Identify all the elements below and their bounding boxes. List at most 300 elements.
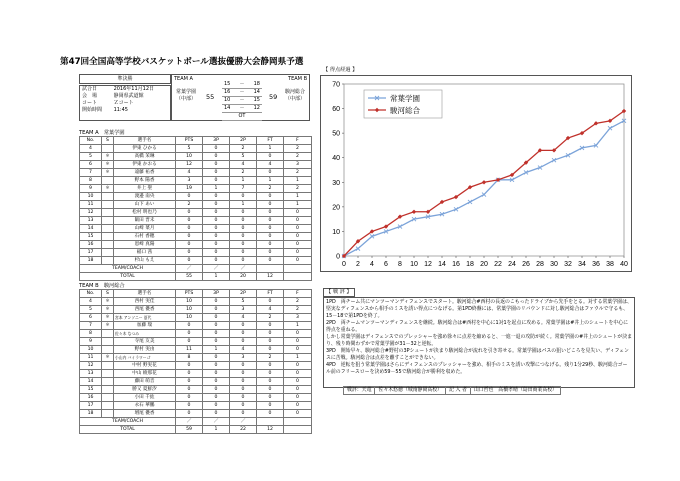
player-row <box>80 370 312 378</box>
fouls: 0 <box>284 330 312 338</box>
player-row <box>80 145 312 153</box>
two-pt: 0 <box>230 249 257 257</box>
starter-mark: ＊ <box>102 161 114 169</box>
two-pt: 7 <box>230 185 257 193</box>
free-throw: 1 <box>257 145 284 153</box>
two-pt: 4 <box>230 346 257 354</box>
y-tick-label: 40 <box>332 155 340 163</box>
player-number: 10 <box>80 193 102 201</box>
player-number: 9 <box>80 185 102 193</box>
starter-mark <box>102 209 114 217</box>
player-number: 17 <box>80 402 102 410</box>
free-throw: 0 <box>257 330 284 338</box>
player-number: 8 <box>80 177 102 185</box>
quarter-row <box>222 105 262 113</box>
player-row <box>80 306 312 314</box>
player-name: 松村 明也乃 <box>114 209 176 217</box>
score-progress-chart-box <box>320 75 632 272</box>
player-row <box>80 346 312 354</box>
coach-cell <box>257 265 284 273</box>
review-paragraph: 2PD 両チームマンツーマンディフェンスを継続。駿河総合は#西村を中心に1対1を起点に攻める。常葉学園は#井上のシュートを中心に得点を重ねる。 <box>326 320 629 333</box>
fouls: 0 <box>284 386 312 394</box>
player-row <box>80 322 312 330</box>
fouls: 0 <box>284 378 312 386</box>
review-paragraph: しかし常葉学園はディフェンスでのプレッシャーを強め徐々に点差を縮めると、一進一退の攻防が続く。常葉学園の#井上のシュートが決まり、残り時間わずかで常葉学園が31－32と逆転。 <box>326 334 632 347</box>
fouls: 1 <box>284 177 312 185</box>
fouls: 0 <box>284 225 312 233</box>
player-name: 井上 聖 <box>114 185 176 193</box>
player-name: 西村 実佳 <box>114 298 176 306</box>
two-pt: 4 <box>230 161 257 169</box>
quarter-scores <box>222 81 262 121</box>
player-name: 杉山 もえ <box>114 257 176 265</box>
fouls: 0 <box>284 217 312 225</box>
two-pt: 0 <box>230 225 257 233</box>
total-label: TOTAL <box>80 426 176 434</box>
player-number: 17 <box>80 249 102 257</box>
player-number: 12 <box>80 209 102 217</box>
data-point-2 <box>412 210 416 214</box>
two-pt: 0 <box>230 209 257 217</box>
coach-cell <box>284 418 312 426</box>
info-label: コート <box>82 100 98 106</box>
total-cell <box>284 273 312 281</box>
info-value: 2016年11月12日 <box>113 86 155 92</box>
player-row <box>80 314 312 322</box>
player-row <box>80 402 312 410</box>
three-pt: 0 <box>203 402 230 410</box>
y-tick-label: 60 <box>332 106 340 114</box>
starter-mark <box>102 249 114 257</box>
starter-mark <box>102 330 114 338</box>
info-value: 静岡県武道館 <box>113 93 144 99</box>
player-name: 加藤 瑞 <box>114 322 176 330</box>
stats-header: FT <box>257 137 284 145</box>
player-number: 16 <box>80 241 102 249</box>
x-tick-label: 26 <box>522 261 530 268</box>
pts: 0 <box>176 338 203 346</box>
starter-mark <box>102 193 114 201</box>
player-row <box>80 298 312 306</box>
three-pt: 0 <box>203 225 230 233</box>
stats-header: S <box>102 137 114 145</box>
total-cell <box>284 426 312 434</box>
stats-header: 選手名 <box>114 290 176 298</box>
player-name: 渡邉 南央 <box>114 193 176 201</box>
quarter-separator: － <box>237 97 248 105</box>
two-pt: 0 <box>230 330 257 338</box>
player-number: 11 <box>80 201 102 209</box>
pts: 10 <box>176 298 203 306</box>
player-row <box>80 177 312 185</box>
team-b-section-title: TEAM B 駿河総合 <box>79 283 125 289</box>
quarter-score-b: 15 <box>248 97 263 105</box>
fouls: 0 <box>284 233 312 241</box>
free-throw: 0 <box>257 249 284 257</box>
x-tick-label: 40 <box>620 261 628 268</box>
pts: 10 <box>176 314 203 322</box>
quarter-row <box>222 97 262 105</box>
pts: 4 <box>176 169 203 177</box>
coach-cell: ／ <box>203 418 230 426</box>
free-throw: 0 <box>257 370 284 378</box>
player-name: 山崎 菜月 <box>114 225 176 233</box>
x-tick-label: 34 <box>578 261 586 268</box>
starter-mark <box>102 402 114 410</box>
player-row <box>80 161 312 169</box>
three-pt: 0 <box>203 233 230 241</box>
two-pt: 0 <box>230 233 257 241</box>
free-throw: 0 <box>257 402 284 410</box>
pts: 11 <box>176 346 203 354</box>
review-title: 【 戦 評 】 <box>323 288 355 297</box>
coach-label: TEAM/COACH <box>80 265 176 273</box>
free-throw: 4 <box>257 161 284 169</box>
signature-cell: 戦評：天竜 <box>344 387 375 395</box>
y-tick-label: 50 <box>332 130 340 138</box>
total-label: TOTAL <box>80 273 176 281</box>
player-name: 小田 千紘 <box>114 394 176 402</box>
three-pt: 0 <box>203 354 230 362</box>
fouls: 1 <box>284 193 312 201</box>
free-throw: 0 <box>257 241 284 249</box>
two-pt: 3 <box>230 354 257 362</box>
starter-mark: ＊ <box>102 306 114 314</box>
free-throw: 2 <box>257 354 284 362</box>
quarter-row <box>222 89 262 97</box>
free-throw: 2 <box>257 185 284 193</box>
team-b-stats-table <box>79 289 312 434</box>
quarter-score-b <box>248 113 263 121</box>
free-throw: 0 <box>257 362 284 370</box>
pts: 0 <box>176 233 203 241</box>
quarter-score-b: 18 <box>248 81 263 89</box>
fouls: 3 <box>284 161 312 169</box>
pts: 12 <box>176 161 203 169</box>
player-row <box>80 193 312 201</box>
coach-row <box>80 418 312 426</box>
scoreboard <box>171 74 310 121</box>
team-a-name: 常葉学園 <box>176 89 197 95</box>
player-name: 高橋 茉琳 <box>114 153 176 161</box>
info-row <box>80 86 170 93</box>
starter-mark <box>102 378 114 386</box>
pts: 0 <box>176 402 203 410</box>
three-pt: 0 <box>203 322 230 330</box>
stats-header: 3P <box>203 137 230 145</box>
y-tick-label: 10 <box>332 228 340 236</box>
player-name: 伊東 かおる <box>114 161 176 169</box>
free-throw: 0 <box>257 338 284 346</box>
starter-mark <box>102 233 114 241</box>
two-pt: 4 <box>230 314 257 322</box>
x-tick-label: 36 <box>592 261 600 268</box>
total-cell: 12 <box>257 273 284 281</box>
total-cell: 1 <box>203 426 230 434</box>
data-point-1 <box>608 126 612 130</box>
x-tick-label: 4 <box>370 261 374 268</box>
quarter-row <box>222 113 262 121</box>
signature-cell: 佐々木悠徳（城南静岡高校） <box>375 387 446 395</box>
three-pt: 0 <box>203 338 230 346</box>
player-name: 小山内 バイラワーゴ <box>114 354 176 362</box>
fouls: 0 <box>284 338 312 346</box>
stats-header: S <box>102 290 114 298</box>
two-pt: 0 <box>230 402 257 410</box>
data-point-1 <box>482 193 486 197</box>
starter-mark <box>102 217 114 225</box>
quarter-score-a: 10 <box>222 97 237 105</box>
quarter-separator: OT <box>238 113 246 119</box>
fouls: 0 <box>284 394 312 402</box>
free-throw: 0 <box>257 233 284 241</box>
quarter-score-a: 16 <box>222 89 237 97</box>
info-row <box>80 100 170 107</box>
starter-mark <box>102 394 114 402</box>
player-row <box>80 330 312 338</box>
starter-mark: ＊ <box>102 185 114 193</box>
pts: 8 <box>176 354 203 362</box>
player-row <box>80 217 312 225</box>
two-pt: 2 <box>230 169 257 177</box>
total-cell: 20 <box>230 273 257 281</box>
two-pt: 1 <box>230 201 257 209</box>
x-tick-label: 2 <box>356 261 360 268</box>
total-row <box>80 273 312 281</box>
info-value: Ｚコート <box>113 100 134 106</box>
total-cell: 22 <box>230 426 257 434</box>
three-pt: 0 <box>203 177 230 185</box>
player-number: 13 <box>80 217 102 225</box>
starter-mark <box>102 346 114 354</box>
quarter-score-a: 14 <box>222 105 237 113</box>
x-tick-label: 22 <box>494 261 502 268</box>
player-row <box>80 233 312 241</box>
quarter-separator: － <box>237 105 248 113</box>
x-tick-label: 20 <box>480 261 488 268</box>
x-tick-label: 30 <box>550 261 558 268</box>
two-pt: 0 <box>230 217 257 225</box>
player-name: 佐々木 なつみ <box>114 330 176 338</box>
three-pt: 0 <box>203 217 230 225</box>
x-tick-label: 6 <box>384 261 388 268</box>
fouls: 2 <box>284 306 312 314</box>
three-pt: 0 <box>203 306 230 314</box>
stats-header: F <box>284 137 312 145</box>
player-row <box>80 185 312 193</box>
x-tick-label: 14 <box>438 261 446 268</box>
player-name: 宮本 アンソニー 夏代 <box>114 314 176 322</box>
player-row <box>80 257 312 265</box>
three-pt: 0 <box>203 241 230 249</box>
stats-header: PTS <box>176 137 203 145</box>
pts: 0 <box>176 241 203 249</box>
free-throw: 0 <box>257 346 284 354</box>
free-throw: 1 <box>257 177 284 185</box>
coach-cell <box>257 418 284 426</box>
player-row <box>80 354 312 362</box>
pts: 5 <box>176 145 203 153</box>
player-row <box>80 209 312 217</box>
x-tick-label: 12 <box>424 261 432 268</box>
fouls: 0 <box>284 402 312 410</box>
two-pt: 1 <box>230 177 257 185</box>
review-paragraph: 1PD 両チーム共にマンツーマンディフェンスでスタート。駿河総合#西村の長返のこもったドライブから先手をとる。対する常葉学園は、堅実なディフェンスから相手のミスを誘い得点につなげる。第1PD終盤には、常葉学園のリバウンドに対し駿河総合はファウルで守るも、15－18で第1PDを終了。 <box>326 299 632 319</box>
player-row <box>80 169 312 177</box>
player-row <box>80 338 312 346</box>
player-number: 15 <box>80 386 102 394</box>
player-row <box>80 225 312 233</box>
fouls: 0 <box>284 410 312 418</box>
free-throw: 2 <box>257 314 284 322</box>
fouls: 0 <box>284 370 312 378</box>
pts: 0 <box>176 378 203 386</box>
player-row <box>80 378 312 386</box>
two-pt: 0 <box>230 193 257 201</box>
fouls: 0 <box>284 209 312 217</box>
x-tick-label: 16 <box>452 261 460 268</box>
review-paragraph: 4PD 逆転を狙う常葉学園はさらにディフェンスのプレッシャーを強め、相手のミスを誘い攻撃につなげる。残り1分29秒、駿河総合ゴール前のフリースローを決め59－55で駿河総合が勝利を収めた。 <box>326 362 628 375</box>
three-pt: 0 <box>203 161 230 169</box>
fouls: 2 <box>284 153 312 161</box>
free-throw: 4 <box>257 306 284 314</box>
three-pt: 1 <box>203 185 230 193</box>
three-pt: 0 <box>203 298 230 306</box>
stats-header: 3P <box>203 290 230 298</box>
pts: 0 <box>176 362 203 370</box>
data-point-1 <box>356 247 360 251</box>
quarter-score-b: 14 <box>248 89 263 97</box>
team-a-stats-table <box>79 136 312 281</box>
player-name: 野村 実由 <box>114 346 176 354</box>
fouls: 0 <box>284 241 312 249</box>
team-b-total-score: 59 <box>269 93 278 101</box>
free-throw: 0 <box>257 209 284 217</box>
x-tick-label: 38 <box>606 261 614 268</box>
free-throw: 0 <box>257 193 284 201</box>
player-number: 12 <box>80 362 102 370</box>
pts: 0 <box>176 225 203 233</box>
player-number: 7 <box>80 322 102 330</box>
free-throw: 0 <box>257 225 284 233</box>
two-pt: 0 <box>230 241 257 249</box>
coach-cell: ／ <box>176 418 203 426</box>
info-label: 試合日 <box>82 86 98 92</box>
player-name: 勝又 夏鮮汐 <box>114 386 176 394</box>
three-pt: 0 <box>203 386 230 394</box>
starter-mark: ＊ <box>102 314 114 322</box>
legend-label-1: 常葉学園 <box>390 93 420 103</box>
player-number: 18 <box>80 257 102 265</box>
player-number: 14 <box>80 225 102 233</box>
pts: 0 <box>176 209 203 217</box>
game-info-box <box>79 85 171 121</box>
y-tick-label: 30 <box>332 179 340 187</box>
y-tick-label: 70 <box>332 81 340 89</box>
two-pt: 0 <box>230 370 257 378</box>
three-pt: 0 <box>203 410 230 418</box>
free-throw: 0 <box>257 257 284 265</box>
three-pt: 0 <box>203 257 230 265</box>
info-label: 会 場 <box>82 93 98 99</box>
document-title: 第47回全国高等学校バスケットボール選抜優勝大会静岡県予選 <box>60 57 304 67</box>
legend-label-2: 駿河総合 <box>390 105 420 115</box>
signature-row <box>344 387 561 395</box>
review-paragraph: 3PD 開始早々、駿河総合#野村の3Pシュートが決まり駿河総合が流れを引き寄せる。常葉学園はパスの狙いどころを見失い、ディフェンスに苦戦。駿河総合は点差を離すことができない。 <box>326 348 629 361</box>
three-pt: 0 <box>203 314 230 322</box>
chart-section-title: 【 得点経過 】 <box>323 67 358 73</box>
player-row <box>80 362 312 370</box>
game-info-table <box>80 86 170 114</box>
player-row <box>80 394 312 402</box>
quarter-separator: － <box>237 81 248 89</box>
pts: 3 <box>176 177 203 185</box>
player-name: 寺尾 友美 <box>114 338 176 346</box>
coach-cell: ／ <box>230 265 257 273</box>
fouls: 0 <box>284 257 312 265</box>
player-row <box>80 241 312 249</box>
fouls: 1 <box>284 322 312 330</box>
starter-mark <box>102 410 114 418</box>
three-pt: 0 <box>203 193 230 201</box>
player-row <box>80 410 312 418</box>
three-pt: 0 <box>203 394 230 402</box>
two-pt: 0 <box>230 362 257 370</box>
player-name: 遠藤 祐香 <box>114 169 176 177</box>
quarter-score-b: 12 <box>248 105 263 113</box>
x-tick-label: 10 <box>410 261 418 268</box>
player-name: 山下 あい <box>114 201 176 209</box>
free-throw: 0 <box>257 201 284 209</box>
three-pt: 0 <box>203 362 230 370</box>
player-number: 5 <box>80 306 102 314</box>
three-pt: 0 <box>203 145 230 153</box>
starter-mark <box>102 241 114 249</box>
two-pt: 0 <box>230 338 257 346</box>
player-name: 永石 華鵬 <box>114 402 176 410</box>
free-throw: 0 <box>257 169 284 177</box>
free-throw: 0 <box>257 217 284 225</box>
two-pt: 5 <box>230 298 257 306</box>
starter-mark: ＊ <box>102 153 114 161</box>
two-pt: 0 <box>230 386 257 394</box>
game-review <box>323 297 635 388</box>
total-cell: 55 <box>176 273 203 281</box>
info-value: 11:45 <box>113 107 128 113</box>
three-pt: 0 <box>203 169 230 177</box>
pts: 0 <box>176 257 203 265</box>
player-row <box>80 249 312 257</box>
two-pt: 0 <box>230 322 257 330</box>
fouls: 1 <box>284 354 312 362</box>
signature-cell: 記 入 者 <box>446 387 471 395</box>
stats-header: 選手名 <box>114 137 176 145</box>
total-row <box>80 426 312 434</box>
total-cell: 1 <box>203 273 230 281</box>
starter-mark <box>102 201 114 209</box>
fouls: 1 <box>284 201 312 209</box>
player-number: 16 <box>80 394 102 402</box>
starter-mark <box>102 145 114 153</box>
free-throw: 0 <box>257 322 284 330</box>
two-pt: 5 <box>230 153 257 161</box>
team-a-total-score: 55 <box>206 93 215 101</box>
two-pt: 0 <box>230 410 257 418</box>
fouls: 2 <box>284 185 312 193</box>
x-tick-label: 28 <box>536 261 544 268</box>
three-pt: 0 <box>203 153 230 161</box>
starter-mark: ＊ <box>102 322 114 330</box>
